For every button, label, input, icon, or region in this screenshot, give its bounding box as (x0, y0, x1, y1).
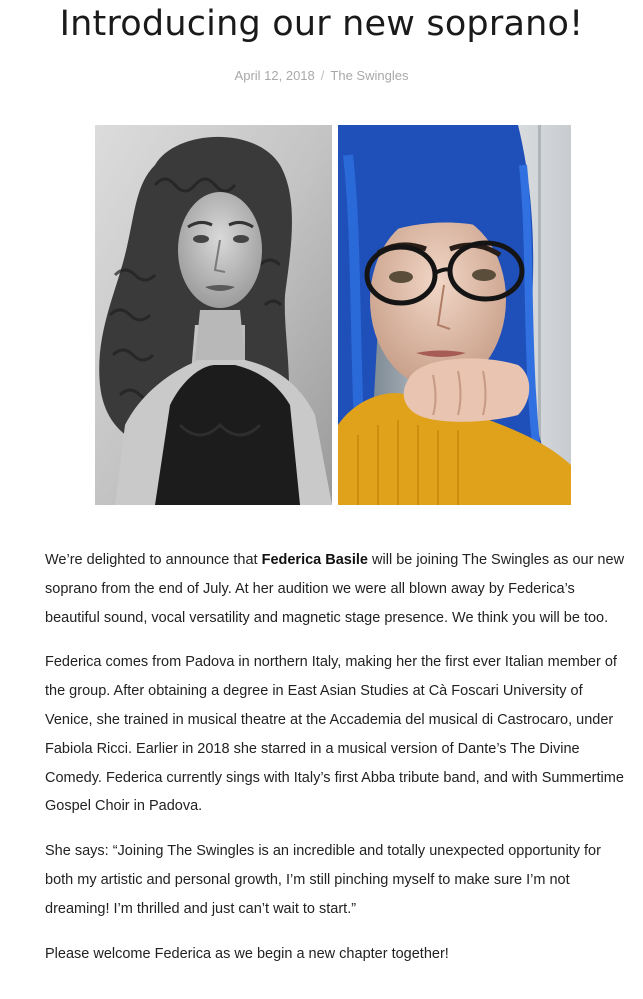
meta-separator: / (320, 68, 325, 83)
paragraph-text: We’re delighted to announce that (45, 552, 262, 568)
new-soprano-name: Federica Basile (261, 552, 368, 568)
paragraph-announcement (45, 546, 625, 632)
page-title: Introducing our new soprano! (59, 4, 584, 44)
portrait-photo-bw (95, 125, 332, 505)
portrait-photo-color (338, 125, 571, 505)
paragraph-biography: Federica comes from Padova in northern Italy, making her the first ever Italian member of the group. After obtaining a degree in East Asian Studies at Cà Foscari University of Venice, she trained in musical theatre at the Accademia del musical di Castrocaro, under Fabiola Ricci. Earlier in 2018 she starred in a musical version of Dante’s The Divine Comedy. Federica currently sings with Italy’s first Abba tribute band, and with Summertime Gospel Choir in Padova. (45, 654, 624, 815)
post-meta (0, 68, 643, 84)
paragraph-text: will be joining The Swingles as our new soprano from the end of July. At her audition we were all blown away by Federica’s beautiful sound, vocal versatility and magnetic stage presence. We think you will be too. (45, 552, 625, 626)
post-date-link[interactable]: April 12, 2018 (234, 68, 315, 83)
post-author-link[interactable]: The Swingles (330, 68, 409, 83)
paragraph-welcome: Please welcome Federica as we begin a new chapter together! (45, 945, 449, 962)
article-body (45, 546, 625, 984)
paragraph-quote: She says: “Joining The Swingles is an incredible and totally unexpected opportunity for both my artistic and personal growth, I’m still pinching myself to make sure I’m not dreaming! I’m thrilled and just can’t wait to start.” (45, 843, 601, 917)
